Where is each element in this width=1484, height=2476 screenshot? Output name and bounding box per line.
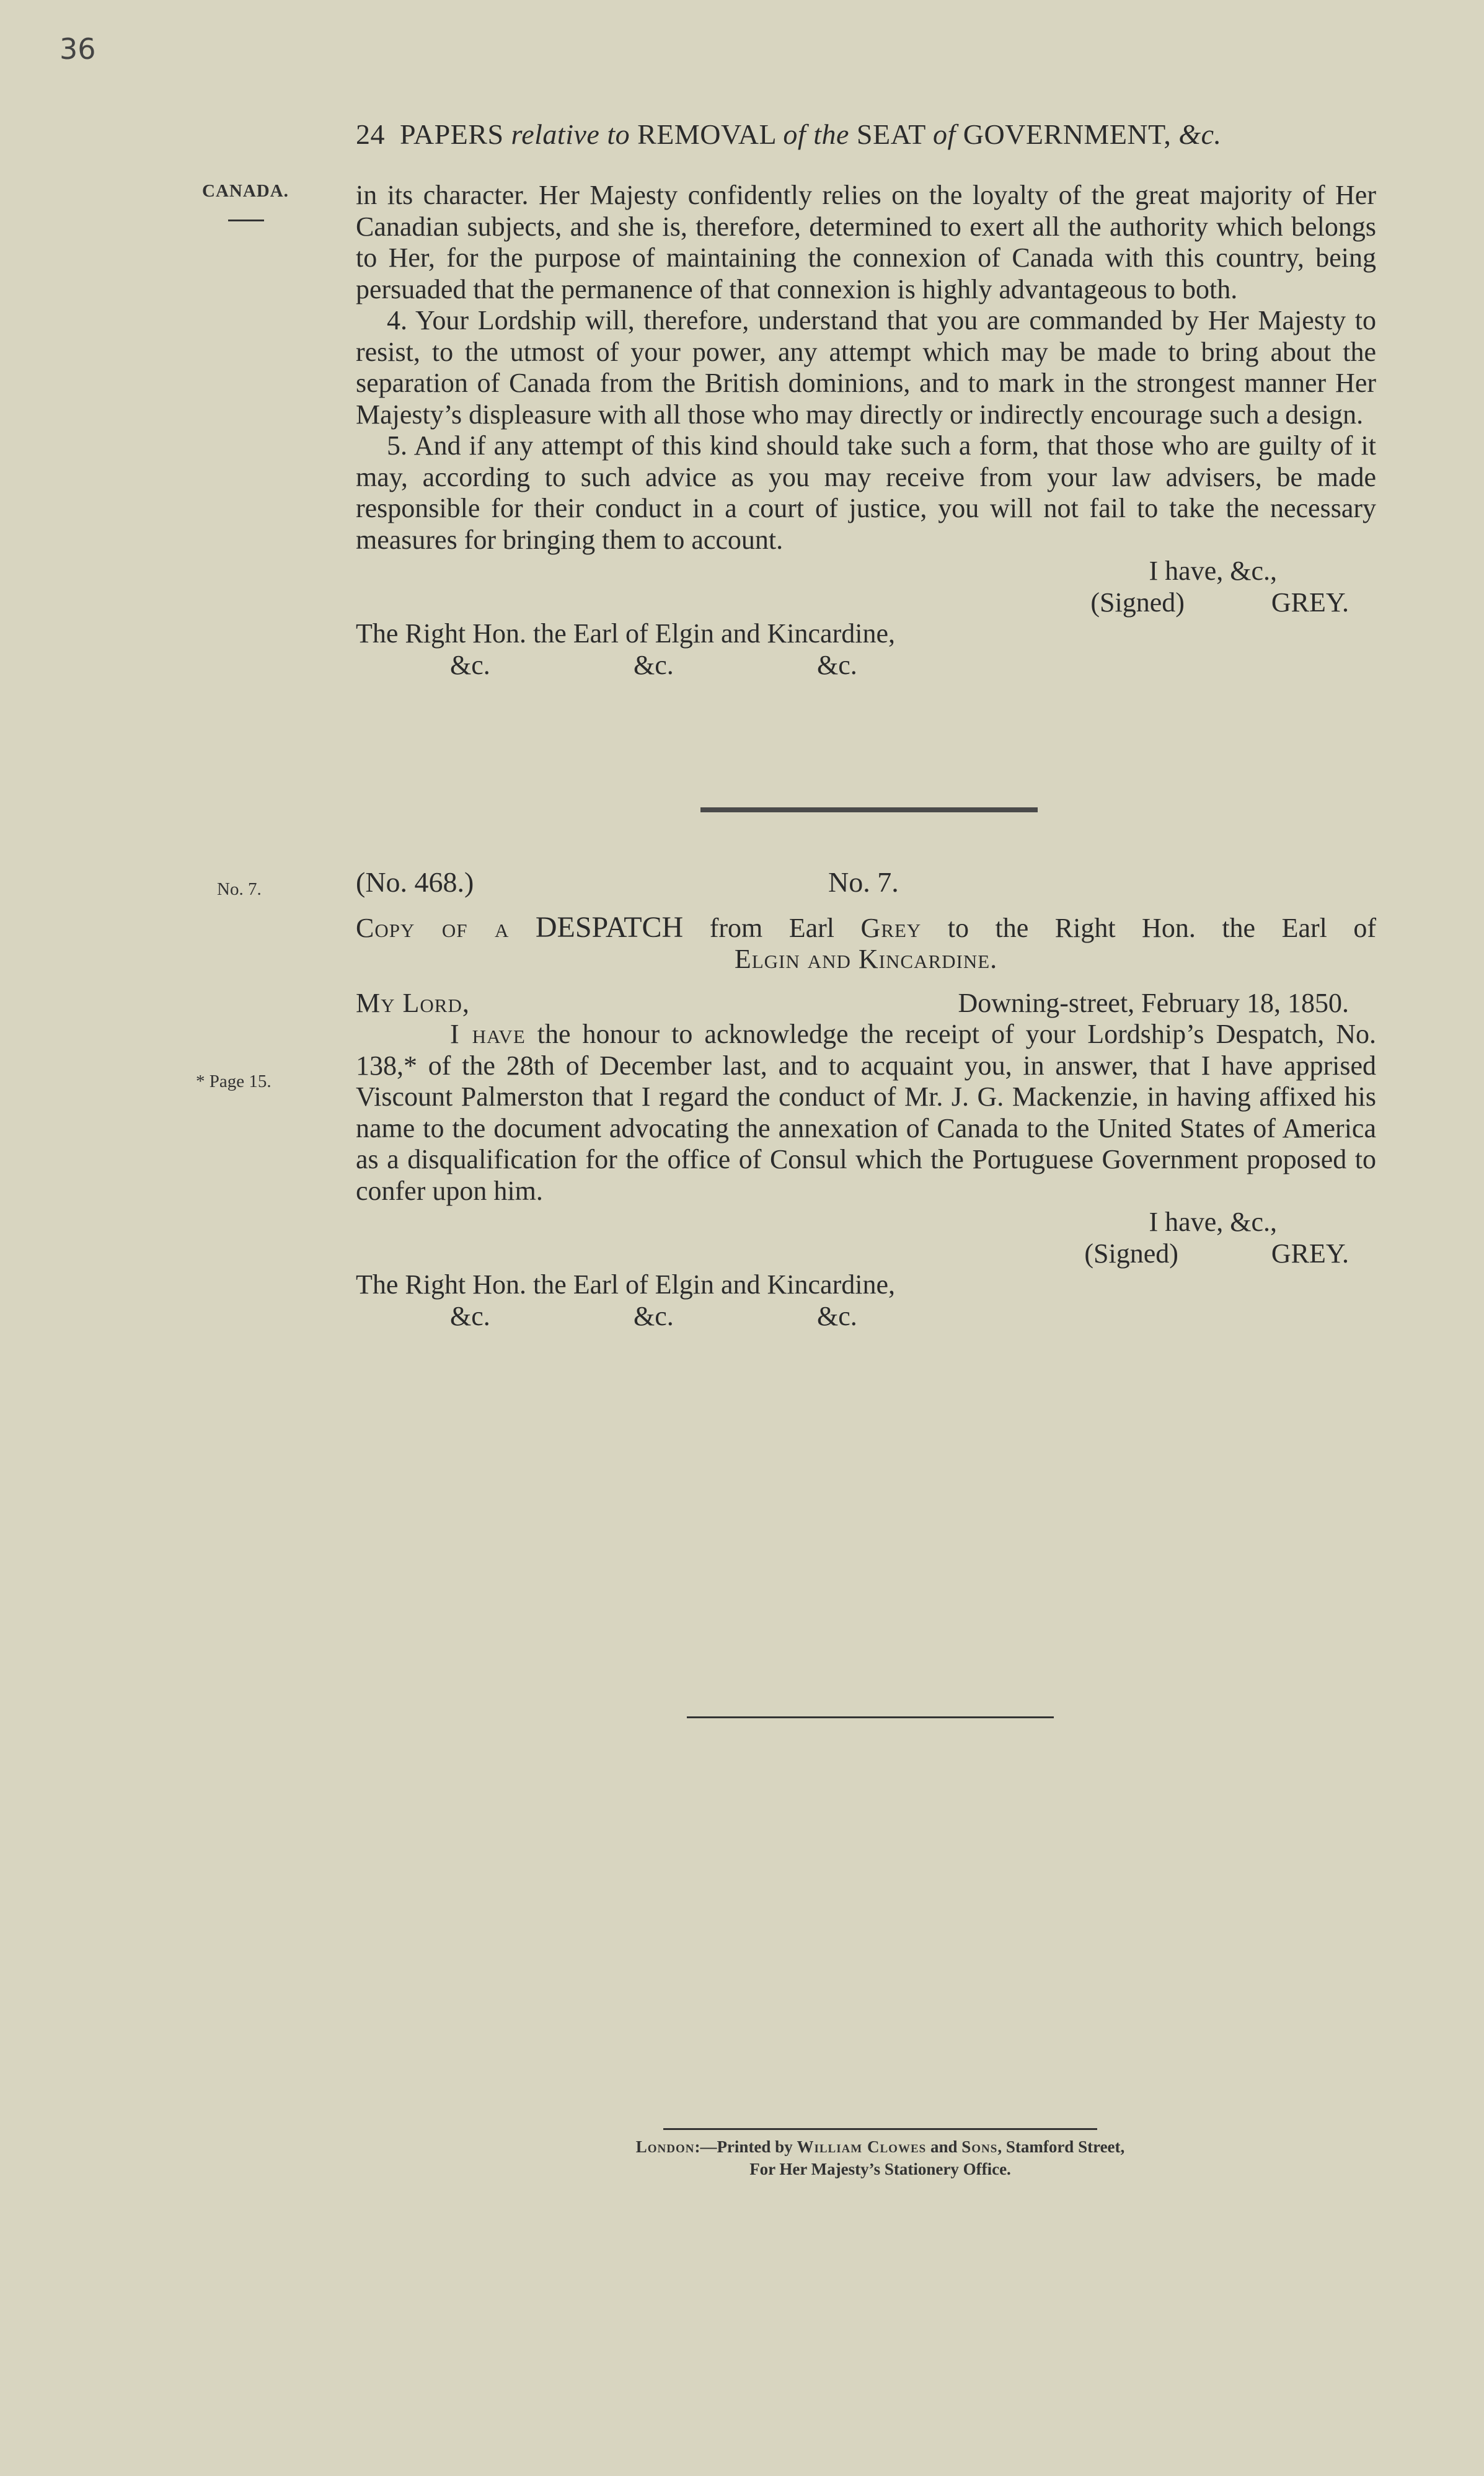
imprint-line-1: [558, 2136, 1203, 2158]
running-header: [356, 118, 1348, 151]
imprint-text: and: [930, 2137, 958, 2156]
despatch-number: No. 7.: [828, 866, 899, 898]
etc: &c.: [450, 649, 490, 680]
signatory: GREY.: [1271, 1238, 1349, 1269]
letter-2: [356, 867, 1376, 1332]
header-text: REMOVAL: [637, 118, 776, 150]
imprint-line-2: For Her Majesty’s Stationery Office.: [749, 2160, 1011, 2178]
signature-line: [356, 587, 1376, 619]
etc: &c.: [817, 649, 857, 680]
title-text: from Earl: [709, 912, 834, 943]
signed-label: (Signed): [1084, 1238, 1178, 1269]
header-text: &c.: [1178, 118, 1222, 150]
header-text: of: [932, 118, 956, 150]
despatch-reference-line: [356, 867, 1376, 899]
paragraph: 5. And if any attempt of this kind should take such a form, that those who are guilty of it may, according to such advice as you may receive from your law advisers, be made responsible for their conduct in a court of justice, you will not fail to take the necessary measures for bringing them to account.: [356, 430, 1376, 555]
footer-divider: [663, 2128, 1097, 2130]
signatory: GREY.: [1271, 587, 1349, 618]
despatch-ref: (No. 468.): [356, 866, 474, 898]
header-text: relative to: [511, 118, 630, 150]
etc: &c.: [817, 1300, 857, 1331]
paragraph: [356, 1019, 1376, 1207]
imprint-text: :—Printed by: [694, 2137, 793, 2156]
margin-note-footnote: * Page 15.: [196, 1072, 272, 1091]
margin-divider: [228, 220, 264, 221]
imprint-text: London: [635, 2137, 695, 2156]
letter-1: [356, 180, 1376, 681]
header-text: SEAT: [856, 118, 925, 150]
place-date: Downing-street, February 18, 1850.: [958, 987, 1349, 1018]
addressee: The Right Hon. the Earl of Elgin and Kincardine,: [356, 618, 895, 649]
addressee: The Right Hon. the Earl of Elgin and Kincardine,: [356, 1269, 895, 1300]
title-text: Copy of a: [356, 912, 510, 943]
header-text: of the: [783, 118, 849, 150]
etc-line: [356, 1301, 1376, 1333]
page-number: 36: [60, 32, 96, 66]
section-divider: [700, 807, 1038, 812]
header-page-number: 24: [356, 118, 385, 150]
imprint-text: , Stamford Street,: [997, 2137, 1125, 2156]
end-divider: [687, 1716, 1054, 1718]
paragraph-body: the honour to acknowledge the receipt of your Lordship’s Despatch, No. 138,* of the 28th of December last, and to acquaint you, in answer, that I have apprised Viscount Palmerston that I regard the conduct of Mr. J. G. Mackenzie, in having affixed his name to the document advocating the annexation of Canada to the United States of America as a disqualification for the office of Consul which the Portuguese Government proposed to confer upon him.: [356, 1019, 1376, 1206]
printer-imprint: [558, 2136, 1203, 2180]
imprint-text: Sons: [961, 2137, 998, 2156]
signed-label: (Signed): [1090, 587, 1185, 618]
header-text: PAPERS: [400, 118, 504, 150]
title-text: to the Right Hon. the Earl of: [947, 912, 1376, 943]
title-text: Grey: [860, 912, 922, 943]
imprint-text: William Clowes: [797, 2137, 927, 2156]
paragraph: in its character. Her Majesty confidently relies on the loyalty of the great majority of Her Canadian subjects, and she is, therefore, determined to exert all the authority which belongs to Her, for the purpose of maintaining the connexion of Canada with this country, being persuaded that the permanence of that connexion is highly advantageous to both.: [356, 180, 1376, 304]
despatch-title: [356, 912, 1376, 944]
margin-note-number: No. 7.: [217, 879, 262, 899]
paragraph: 4. Your Lordship will, therefore, understand that you are commanded by Her Majesty to resist, to the utmost of your power, any attempt which may be made to bring about the separation of Canada from the British dominions, and to mark in the strongest manner Her Majesty’s displeasure with all those who may directly or indirectly encourage such a design.: [356, 305, 1376, 430]
salutation-line: [356, 988, 1376, 1019]
etc-line: [356, 650, 1376, 681]
closing: I have, &c.,: [1149, 1207, 1277, 1237]
closing: I have, &c.,: [1149, 556, 1277, 586]
despatch-recipient: Elgin and Kincardine.: [734, 944, 998, 974]
header-text: GOVERNMENT,: [963, 118, 1172, 150]
margin-note-canada: CANADA.: [202, 181, 289, 201]
salutation: My Lord,: [356, 987, 470, 1018]
title-text: DESPATCH: [535, 910, 684, 944]
opening-words: I have: [450, 1019, 526, 1049]
etc: &c.: [634, 1300, 674, 1331]
etc: &c.: [450, 1300, 490, 1331]
signature-line: [356, 1238, 1376, 1270]
etc: &c.: [634, 649, 674, 680]
